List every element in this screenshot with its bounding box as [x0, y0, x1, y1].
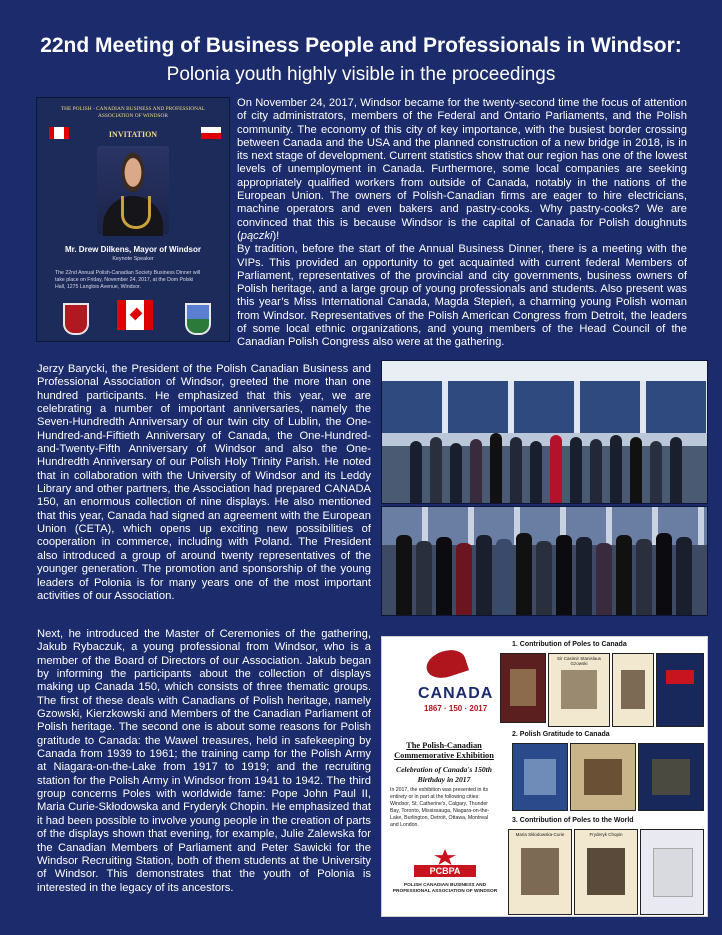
poster-section-3: 3. Contribution of Poles to the World — [512, 817, 634, 824]
vip-group-photo — [381, 360, 708, 504]
display-card-chopin: Fryderyk Chopin — [574, 829, 638, 915]
article-intro — [237, 97, 687, 350]
president-paragraph: Jerzy Barycki, the President of the Polish Canadian Business and Professional Association of Windsor, greeted the more than one hundred participants. He emphasized that this year, we are celebrating a number of important anniversaries, namely the Seven-Hundredth Anniversary of our twin city of Lublin, the One-Hundred-and-Fiftieth Anniversary of Canada, the One-Hundred-and-Twenty-Fifth Anniversary of Windsor and also the One-Hundredth Anniversary of our Polish Holy Trinity Parish. He noted that in collaboration with the University of Windsor and its Leddy Library and other partners, the Association had prepared CANADA 150, an enormous collection of nine displays. He also mentioned that this year, Canada had signed an agreement with the European Union (CETA), which opens up exciting new possibilities of cooperation in commerce, including with Poland. The President also introduced a group of around twenty representatives of the younger generation. The promotion and sponsorship of the young leaders of Polonia is for many years one of the most important activities of our Association. — [37, 363, 371, 602]
mayor-chain-icon — [121, 196, 151, 229]
invitation-speaker: Mr. Drew Dilkens, Mayor of Windsor — [65, 245, 201, 254]
poster-exhibit-title: The Polish-Canadian Commemorative Exhibition — [394, 741, 494, 760]
poster-exhibit-subtitle: Celebration of Canada's 150th Birthday in 2017 — [396, 765, 492, 784]
intro-paragraph-1: On November 24, 2017, Windsor became for the twenty-second time the focus of attention of city administrators, members of the Federal and Ontario Parliaments, and the Polish community. The economy of this city of key importance, with the busiest border crossing between Canada and the USA and the planned construction of a new bridge in 2018, is in its next stage of development. Current statistics show that our region has one of the lowest levels of unemployment in Canada. Furthermore, some local companies are seeking appropriately qualified workers from outside of Canada, notably in the nations of the European Union. The owners of Polish-Canadian firms are eager to hire electricians, machine operators and even bakers and pastry-cooks. Why pastry-cooks? We are convinced that this is because Windsor is the capital of Canada for Polish doughnuts (pączki)! — [237, 97, 687, 242]
invitation-card — [36, 97, 230, 342]
display-card-curie: Maria Skłodowska-Curie — [508, 829, 572, 915]
windsor-crest-icon — [185, 303, 211, 335]
poster-association: POLISH CANADIAN BUSINESS AND PROFESSIONAL ASSOCIATION OF WINDSOR — [392, 883, 498, 894]
invitation-heading: INVITATION — [108, 130, 158, 139]
intro-paragraph-2: By tradition, before the start of the Annual Business Dinner, there is a meeting with the VIPs. This provided an opportunity to get acquainted with current federal Members of Parliament, representatives of the provincial and city governments, business owners of Polish heritage, and a large group of young professionals and students. Also present was this year’s Miss International Canada, Magda Stepień, a charming young Polish woman from Windsor. Representatives of the Polish American Congress from Detroit, the leaders of some local ethnic organizations, and young members of the Head Council of the Canadian Polish Congress also were at the gathering. — [237, 243, 687, 349]
display-card-pope — [640, 829, 704, 915]
poster-section-1: 1. Contribution of Poles to Canada — [512, 641, 627, 648]
poster-canada: CANADA — [418, 685, 494, 702]
poster-section-2: 2. Polish Gratitude to Canada — [512, 731, 610, 738]
display-card — [570, 743, 636, 811]
invitation-org: THE POLISH - CANADIAN BUSINESS AND PROFESSIONAL ASSOCIATION OF WINDSOR — [47, 106, 219, 148]
display-card — [512, 743, 568, 811]
display-card — [612, 653, 654, 727]
canada-150-logo-icon — [423, 645, 469, 682]
display-card-gzowski: Sir Casimir Stanislaus Gzowski — [548, 653, 610, 727]
pcbpa-star-icon — [434, 849, 456, 865]
page-title: 22nd Meeting of Business People and Professionals in Windsor: — [40, 34, 682, 57]
invitation-role: Keynote Speaker — [112, 256, 154, 262]
poster-years: 1867 · 150 · 2017 — [424, 704, 488, 713]
youth-group-photo — [381, 506, 708, 616]
lublin-crest-icon — [63, 303, 89, 335]
invitation-details: The 22nd Annual Polish-Canadian Society Business Dinner will take place on Friday, November 24, 2017, at the Dom Polski Hall, 1275 Langlois Avenue, Windsor. — [55, 270, 201, 290]
display-card — [656, 653, 704, 727]
page-subtitle: Polonia youth highly visible in the proceedings — [166, 64, 556, 85]
poster-exhibit-body: In 2017, the exhibition was presented in its entirety or in part at the following cities: Windsor, St. Catherine's, Calgary, Thunder Bay, Toronto, Mississauga, Niagara-on-the-Lake, Burlington, Detroit, Ottawa, Montreal and London. — [390, 787, 490, 828]
display-card — [638, 743, 704, 811]
display-card — [500, 653, 546, 723]
exhibition-poster — [381, 636, 708, 917]
pcbpa-logo: PCBPA — [414, 865, 476, 877]
master-of-ceremonies-paragraph: Next, he introduced the Master of Ceremonies of the gathering, Jakub Rybaczuk, a young professional from Windsor, who is a member of the Board of Directors of our Association. Jakub began by informing the participants about the collection of displays making up Canada 150, which consists of three thematic groups. The first of these deals with Canadians of Polish heritage, namely Gzowski, Kierzkowski and Members of the Canadian Parliament of Polish heritage. The second one is about some reasons for Polish gratitude to Canada: the Wawel treasures, held in safekeeping by Canada from 1939 to 1961; the training camp for the Polish Army at Niagara-on-the-Lake from 1917 to 1919; and the recruiting station for the Polish Army in Windsor from 1941 to 1942. The third group concerns Poles with worldwide fame: Pope John Paul II, Maria Curie-Skłodowska and Fryderyk Chopin. He emphasized that it had been possible to involve young people in the creation of parts of the displays shown that evening, for example, Julie Zalewska for the Canadian Members of Parliament and Peter Sawicki for the Windsor Recruiting Station, both of them students at the University of Windsor. This demonstrates that the youth of Polonia is interested in the legacy of its ancestors. — [37, 628, 371, 894]
